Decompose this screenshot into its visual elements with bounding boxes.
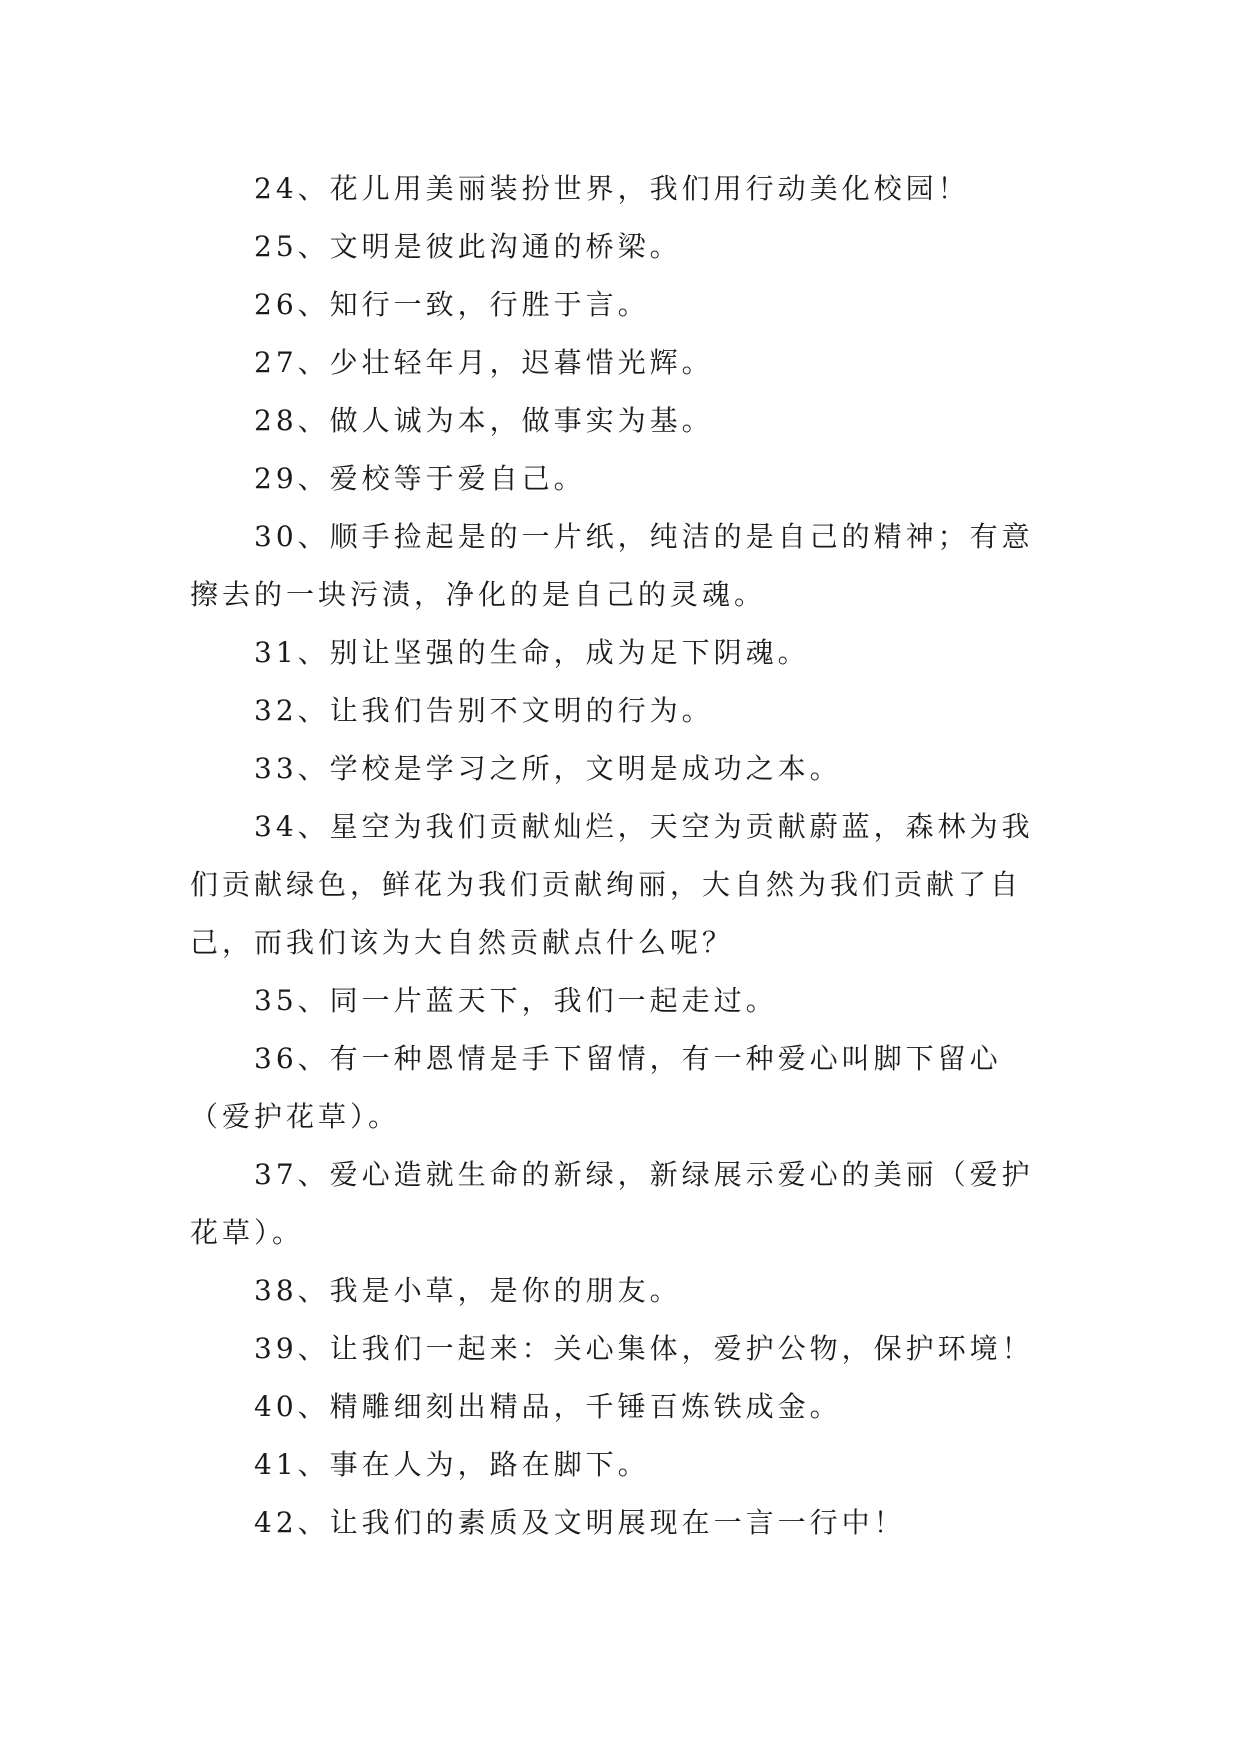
slogan-item-28: 28、做人诚为本，做事实为基。 xyxy=(254,404,714,437)
slogan-list xyxy=(190,160,1050,1552)
slogan-item-36: 36、有一种恩情是手下留情，有一种爱心叫脚下留心（爱护花草）。 xyxy=(190,1042,1002,1133)
slogan-item-35: 35、同一片蓝天下，我们一起走过。 xyxy=(254,984,778,1017)
slogan-item-25: 25、文明是彼此沟通的桥梁。 xyxy=(254,230,682,263)
slogan-item-40: 40、精雕细刻出精品，千锤百炼铁成金。 xyxy=(254,1390,842,1423)
slogan-item-29: 29、爱校等于爱自己。 xyxy=(254,462,586,495)
slogan-item-26: 26、知行一致，行胜于言。 xyxy=(254,288,650,321)
slogan-item-34: 34、星空为我们贡献灿烂，天空为贡献蔚蓝，森林为我们贡献绿色，鲜花为我们贡献绚丽，大自然为我们贡献了自己，而我们该为大自然贡献点什么呢？ xyxy=(190,810,1034,959)
slogan-item-27: 27、少壮轻年月，迟暮惜光辉。 xyxy=(254,346,714,379)
slogan-item-33: 33、学校是学习之所，文明是成功之本。 xyxy=(254,752,842,785)
slogan-item-41: 41、事在人为，路在脚下。 xyxy=(254,1448,650,1481)
slogan-item-39: 39、让我们一起来：关心集体，爱护公物，保护环境！ xyxy=(254,1332,1034,1365)
slogan-item-32: 32、让我们告别不文明的行为。 xyxy=(254,694,714,727)
slogan-item-42: 42、让我们的素质及文明展现在一言一行中！ xyxy=(254,1506,906,1539)
slogan-item-31: 31、别让坚强的生命，成为足下阴魂。 xyxy=(254,636,810,669)
slogan-item-37: 37、爱心造就生命的新绿，新绿展示爱心的美丽（爱护花草）。 xyxy=(190,1158,1034,1249)
slogan-item-38: 38、我是小草，是你的朋友。 xyxy=(254,1274,682,1307)
slogan-item-30: 30、顺手捡起是的一片纸，纯洁的是自己的精神；有意擦去的一块污渍，净化的是自己的灵魂。 xyxy=(190,520,1034,611)
slogan-item-24: 24、花儿用美丽装扮世界，我们用行动美化校园！ xyxy=(254,172,970,205)
